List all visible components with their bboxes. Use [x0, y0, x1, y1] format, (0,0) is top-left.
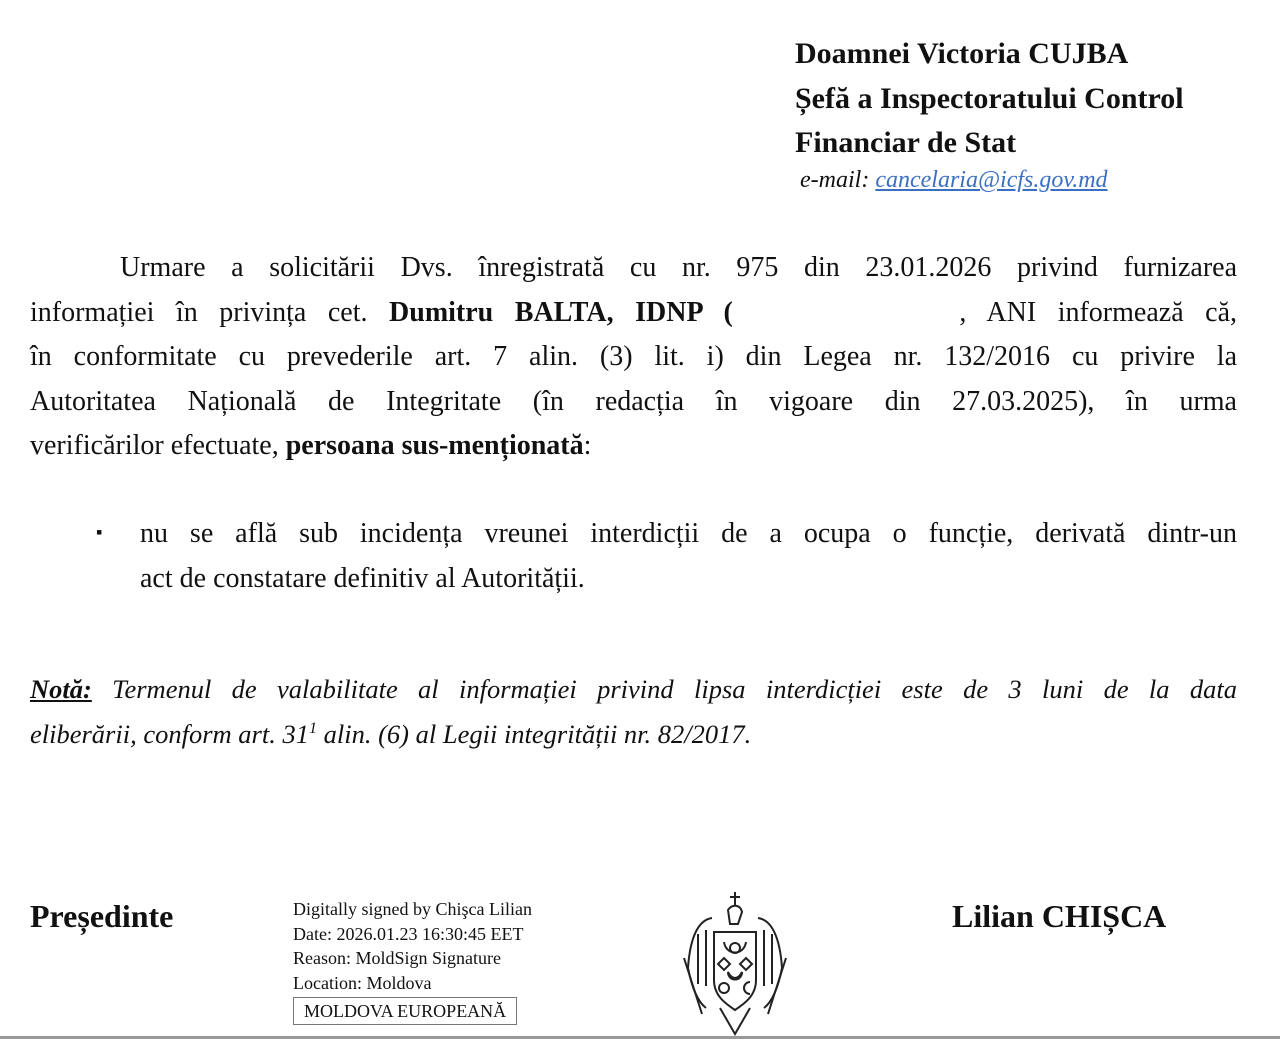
sign-location: Location: Moldova [293, 972, 432, 993]
superscript: 1 [308, 720, 317, 737]
bullet-icon: ▪ [96, 522, 103, 542]
digital-signature [293, 897, 532, 1025]
emphasis: persoana sus-menționată [285, 430, 584, 461]
addressee-block [795, 32, 1184, 166]
addressee-name: Doamnei Victoria CUJBA [795, 37, 1129, 70]
body-line-5 [30, 424, 1237, 469]
signed-by: Digitally signed by Chişca Lilian [293, 899, 532, 919]
note-line-1 [30, 669, 1237, 709]
page-bottom-border [0, 1036, 1280, 1039]
note-line-2 [30, 709, 1237, 754]
text: : [583, 430, 592, 461]
note [30, 669, 1237, 754]
signatory-title: Președinte [30, 898, 174, 934]
note-label: Notă: [30, 674, 92, 704]
email-link[interactable]: cancelaria@icfs.gov.md [875, 167, 1108, 193]
text: alin. (6) al Legii integrității nr. 82/2017. [316, 718, 752, 749]
person-name: Dumitru BALTA, IDNP ( [389, 296, 733, 328]
sign-reason: Reason: MoldSign Signature [293, 948, 501, 968]
moldova-coat-of-arms-icon [680, 888, 790, 1041]
email-line [800, 167, 1108, 194]
bullet-item [140, 511, 1237, 601]
body-line-2 [30, 291, 1237, 336]
text: eliberării, conform art. 31 [30, 718, 309, 749]
bullet-line-2: act de constatare definitiv al Autorității. [140, 563, 585, 594]
text: Termenul de valabilitate al informației privind lipsa interdicției este de 3 luni de la data [112, 674, 1237, 704]
text: informației în privința cet. [30, 296, 368, 328]
body-line-1: Urmare a solicitării Dvs. înregistrată cu nr. 975 din 23.01.2026 privind furnizarea [120, 252, 1237, 283]
email-label: e-mail: [800, 167, 876, 193]
addressee-position: Șefă a Inspectoratului Control [795, 81, 1184, 115]
signatory-name: Lilian CHIȘCA [952, 898, 1167, 934]
body-line-3: în conformitate cu prevederile art. 7 alin. (3) lit. i) din Legea nr. 132/2016 cu privire la [30, 341, 1237, 372]
text: , ANI informează că, [959, 296, 1238, 328]
signature-stamp-box: MOLDOVA EUROPEANĂ [293, 997, 517, 1025]
sign-date: Date: 2026.01.23 16:30:45 EET [293, 923, 524, 944]
addressee-institution: Financiar de Stat [795, 126, 1017, 159]
text: verificărilor efectuate, [30, 430, 279, 461]
body-paragraph [30, 246, 1237, 469]
bullet-line-1: nu se află sub incidența vreunei interdicții de a ocupa o funcție, derivată dintr-un [140, 518, 1237, 549]
body-line-4: Autoritatea Națională de Integritate (în redacția în vigoare din 27.03.2025), în urma [30, 385, 1237, 417]
